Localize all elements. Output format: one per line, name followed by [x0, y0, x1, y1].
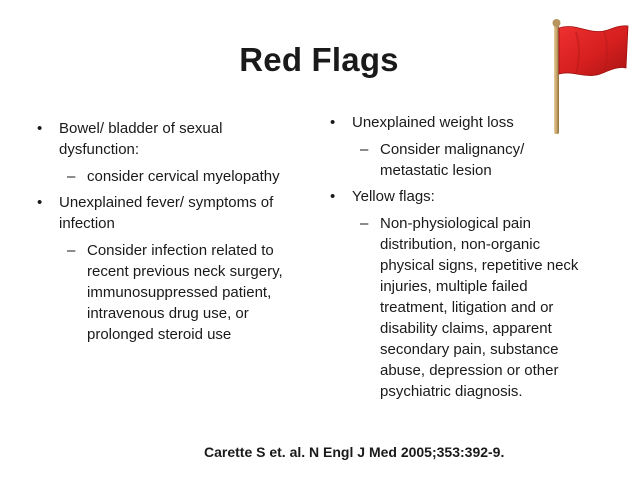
list-item-text: Yellow flags:	[352, 188, 435, 205]
sub-list-item	[59, 166, 287, 187]
list-item	[330, 186, 585, 402]
dash: –	[360, 215, 369, 232]
bullet: •	[37, 120, 43, 137]
dash: –	[360, 141, 369, 158]
dash: –	[67, 242, 76, 259]
slide-title: Red Flags	[239, 41, 399, 78]
list-item	[330, 112, 585, 181]
left-column	[37, 118, 287, 350]
sub-list-item-text: Non-physiological pain distribution, non-organic physical signs, repetitive neck injuries, multiple failed treatment, litigation and or disability claims, apparent secondary pain, substance abuse, depression or other psychiatric diagnosis.	[380, 215, 579, 400]
sub-list-item	[352, 213, 585, 402]
list-item-text: Bowel/ bladder of sexual dysfunction:	[59, 120, 223, 158]
list-item-text: Unexplained fever/ symptoms of infection	[59, 194, 274, 232]
dash: –	[67, 168, 76, 185]
bullet: •	[330, 188, 336, 205]
right-column	[330, 112, 585, 407]
bullet: •	[330, 114, 336, 131]
sub-list-item	[59, 240, 287, 345]
sub-list-item-text: Consider malignancy/ metastatic lesion	[380, 141, 525, 179]
list-item-text: Unexplained weight loss	[352, 114, 514, 131]
sub-list-item-text: consider cervical myelopathy	[87, 168, 280, 185]
sub-list-item	[352, 139, 585, 181]
sub-list-item-text: Consider infection related to recent previous neck surgery, immunosuppressed patient, intravenous drug use, or prolonged steroid use	[87, 242, 283, 343]
list-item	[37, 118, 287, 187]
list-item	[37, 192, 287, 345]
bullet: •	[37, 194, 43, 211]
citation: Carette S et. al. N Engl J Med 2005;353:392-9.	[204, 444, 505, 460]
